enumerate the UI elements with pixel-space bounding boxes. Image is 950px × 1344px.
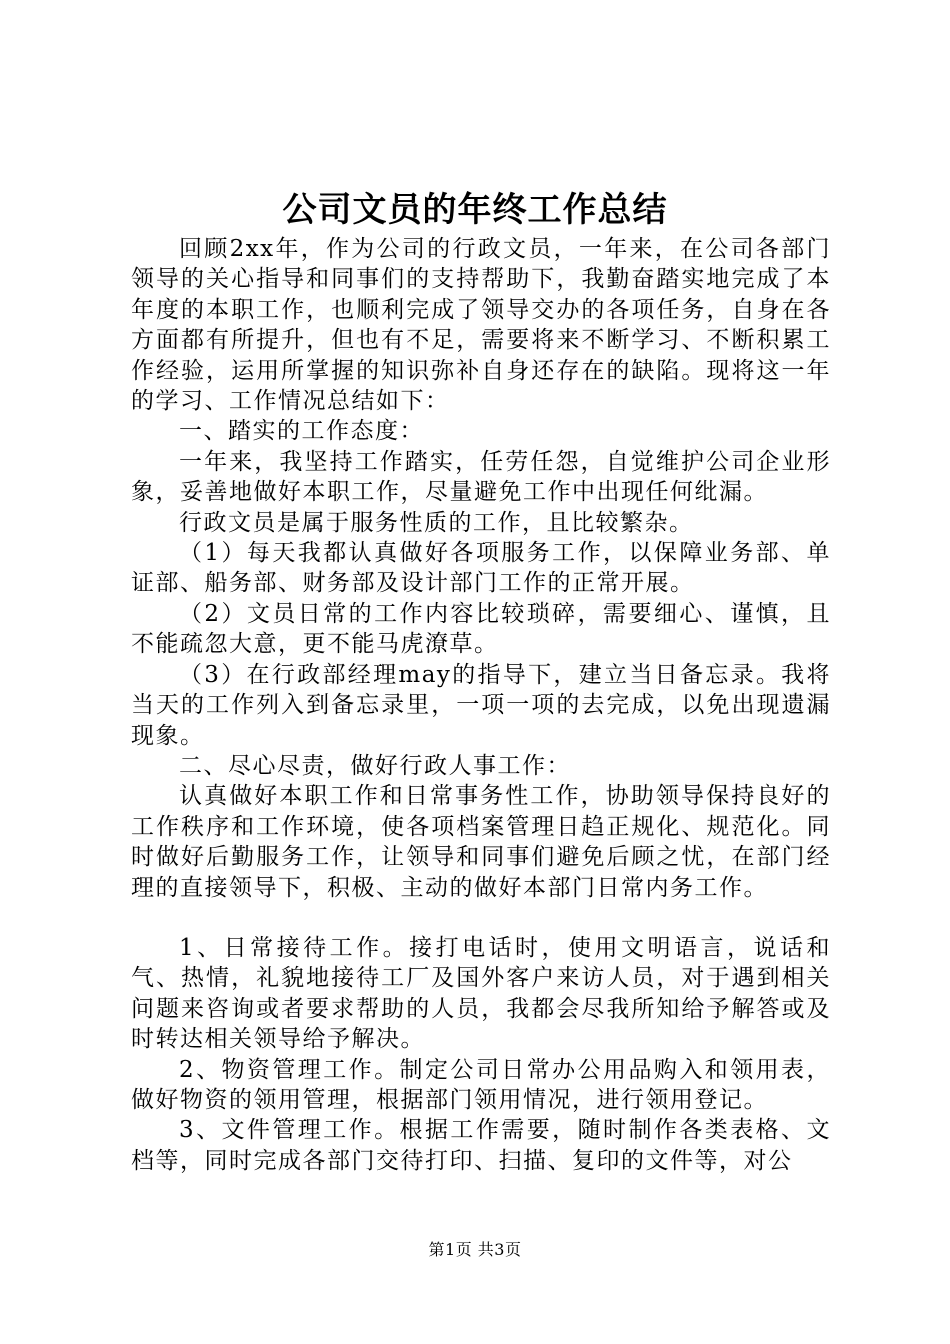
list-item: 2、物资管理工作。制定公司日常办公用品购入和领用表，做好物资的领用管理，根据部门领用情况，进行领用登记。 xyxy=(131,1056,831,1113)
list-item: （2）文员日常的工作内容比较琐碎，需要细心、谨慎，且不能疏忽大意，更不能马虎潦草。 xyxy=(131,600,831,658)
blank-line xyxy=(131,903,831,933)
document-body xyxy=(131,234,831,1176)
list-item: 1、日常接待工作。接打电话时，使用文明语言，说话和气、热情，礼貌地接待工厂及国外客户来访人员，对于遇到相关问题来咨询或者要求帮助的人员，我都会尽我所知给予解答或及时转达相关领导给予解决。 xyxy=(131,934,831,1053)
page-footer: 第1页 共3页 xyxy=(428,1240,522,1259)
section-heading-1: 一、踏实的工作态度： xyxy=(179,418,424,445)
paragraph: 行政文员是属于服务性质的工作，且比较繁杂。 xyxy=(179,509,694,536)
document-title: 公司文员的年终工作总结 xyxy=(282,190,668,230)
paragraph: 认真做好本职工作和日常事务性工作，协助领导保持良好的工作秩序和工作环境，使各项档案管理日趋正规化、规范化。同时做好后勤服务工作，让领导和同事们避免后顾之忧，在部门经理的直接领导下，积极、主动的做好本部门日常内务工作。 xyxy=(131,783,831,901)
list-item: 3、文件管理工作。根据工作需要，随时制作各类表格、文档等，同时完成各部门交待打印、扫描、复印的文件等，对公 xyxy=(131,1117,831,1174)
list-item: （1）每天我都认真做好各项服务工作，以保障业务部、单证部、船务部、财务部及设计部门工作的正常开展。 xyxy=(131,540,831,597)
paragraph-intro: 回顾2xx年，作为公司的行政文员，一年来，在公司各部门领导的关心指导和同事们的支持帮助下，我勤奋踏实地完成了本年度的本职工作，也顺利完成了领导交办的各项任务，自身在各方面都有所提升，但也有不足，需要将来不断学习、不断积累工作经验，运用所掌握的知识弥补自身还存在的缺陷。现将这一年的学习、工作情况总结如下： xyxy=(131,236,831,415)
paragraph: 一年来，我坚持工作踏实，任劳任怨，自觉维护公司企业形象，妥善地做好本职工作，尽量避免工作中出现任何纰漏。 xyxy=(131,448,831,506)
section-heading-2: 二、尽心尽责，做好行政人事工作： xyxy=(179,752,571,779)
list-item: （3）在行政部经理may的指导下，建立当日备忘录。我将当天的工作列入到备忘录里，一项一项的去完成，以免出现遗漏现象。 xyxy=(131,661,831,749)
